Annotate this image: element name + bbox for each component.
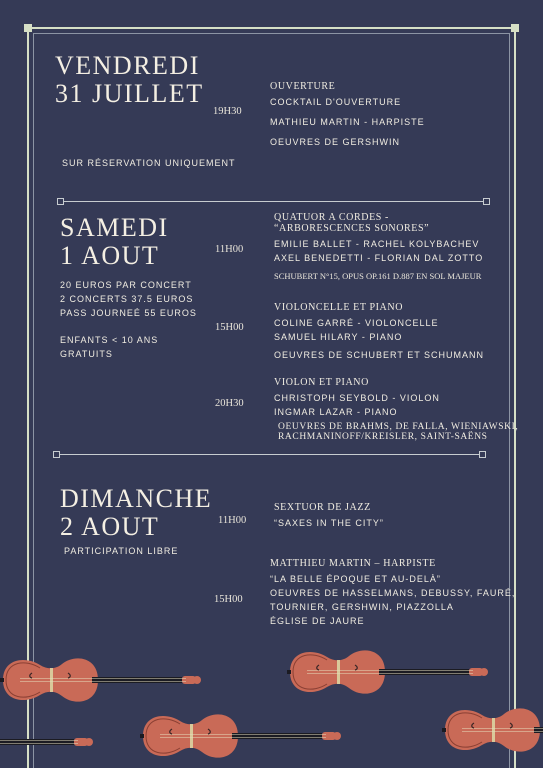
- price-line: PASS JOURNEÉ 55 EUROS: [60, 308, 197, 318]
- event-performer: EMILIE BALLET - RACHEL KOLYBACHEV: [274, 239, 480, 249]
- event-line: ÉGLISE DE JAURE: [270, 616, 365, 626]
- violin-icon: [0, 720, 93, 763]
- price-line: 2 CONCERTS 37.5 EUROS: [60, 294, 194, 304]
- kids-line: ENFANTS < 10 ANS: [60, 335, 159, 345]
- event-time: 11H00: [218, 515, 247, 526]
- friday-day: VENDREDI: [55, 51, 200, 80]
- event-program: OEUVRES DE SCHUBERT ET SCHUMANN: [274, 350, 485, 360]
- sunday-heading: [60, 485, 212, 541]
- event-time: 15H00: [215, 322, 244, 333]
- violin-icon: [0, 658, 201, 701]
- divider: [56, 454, 483, 455]
- event-performer: CHRISTOPH SEYBOLD - VIOLON: [274, 393, 440, 403]
- event-program: SCHUBERT N°15, OPUS OP.161 D.887 EN SOL MAJEUR: [274, 271, 482, 281]
- friday-heading: [55, 52, 204, 108]
- violin-icon: [287, 650, 488, 693]
- event-title: MATTHIEU MARTIN – HARPISTE: [270, 558, 436, 569]
- friday-line: MATHIEU MARTIN - HARPISTE: [270, 117, 425, 127]
- event-line: OEUVRES DE HASSELMANS, DEBUSSY, FAURÉ,: [270, 588, 516, 598]
- saturday-heading: [60, 214, 169, 270]
- event-time: 15H00: [214, 594, 243, 605]
- event-title: VIOLONCELLE ET PIANO: [274, 302, 404, 313]
- violins-illustration: [0, 630, 543, 768]
- friday-time: 19H30: [213, 106, 242, 117]
- event-title: QUATUOR A CORDES -: [274, 212, 389, 223]
- sunday-date: 2 AOUT: [60, 512, 160, 541]
- event-program: OEUVRES DE BRAHMS, DE FALLA, WIENIAWSKI,: [278, 422, 519, 432]
- event-time: 20H30: [215, 398, 244, 409]
- event-title: “ARBORESCENCES SONORES”: [274, 223, 430, 234]
- friday-note: SUR RÉSERVATION UNIQUEMENT: [62, 158, 236, 168]
- event-line: “SAXES IN THE CITY”: [274, 518, 384, 528]
- price-line: 20 EUROS PAR CONCERT: [60, 280, 192, 290]
- event-title: VIOLON ET PIANO: [274, 377, 369, 388]
- sunday-note: PARTICIPATION LIBRE: [64, 546, 179, 556]
- event-line: TOURNIER, GERSHWIN, PIAZZOLLA: [270, 602, 454, 612]
- event-performer: AXEL BENEDETTI - FLORIAN DAL ZOTTO: [274, 253, 484, 263]
- friday-line: OUVERTURE: [270, 81, 336, 92]
- frame-corner: [511, 24, 519, 32]
- saturday-day: SAMEDI: [60, 213, 169, 242]
- event-time: 11H00: [215, 244, 244, 255]
- friday-date: 31 JUILLET: [55, 79, 204, 108]
- sunday-day: DIMANCHE: [60, 484, 213, 513]
- event-performer: SAMUEL HILARY - PIANO: [274, 332, 403, 342]
- saturday-date: 1 AOUT: [60, 241, 160, 270]
- kids-line: GRATUITS: [60, 349, 113, 359]
- friday-line: OEUVRES DE GERSHWIN: [270, 137, 401, 147]
- event-performer: INGMAR LAZAR - PIANO: [274, 407, 398, 417]
- event-line: “LA BELLE ÉPOQUE ET AU-DELÀ”: [270, 574, 441, 584]
- friday-line: COCKTAIL D'OUVERTURE: [270, 97, 402, 107]
- violin-icon: [442, 708, 543, 751]
- divider: [60, 201, 487, 202]
- frame-corner: [24, 24, 32, 32]
- event-performer: COLINE GARRÉ - VIOLONCELLE: [274, 318, 439, 328]
- event-program: RACHMANINOFF/KREISLER, SAINT-SAËNS: [278, 432, 488, 442]
- event-title: SEXTUOR DE JAZZ: [274, 502, 371, 513]
- violin-icon: [140, 714, 341, 757]
